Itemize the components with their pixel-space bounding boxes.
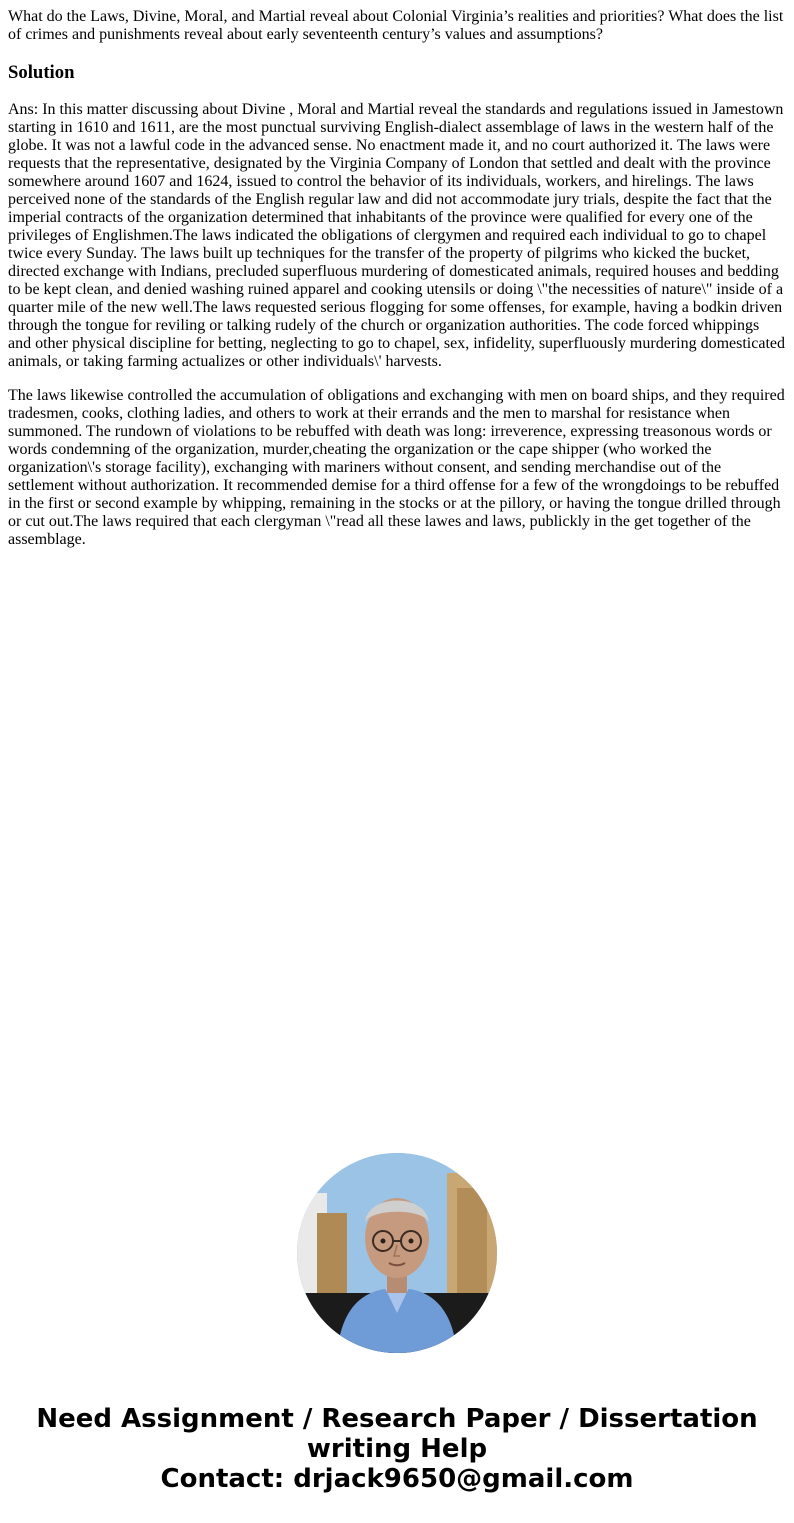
question-text: What do the Laws, Divine, Moral, and Martial reveal about Colonial Virginia’s realities and priorities? What does the list of crimes and punishments reveal about early seventeenth century’s values and assumptions? — [8, 8, 784, 43]
answer-paragraph: The laws likewise controlled the accumulation of obligations and exchanging with men on board ships, and they required tradesmen, cooks, clothing ladies, and others to work at their errands and the men to marshal for resistance when summoned. The rundown of violations to be rebuffed with death was long: irreverence, expressing treasonous words or words condemning of the organization, murder,cheating the organization or the cape shipper (who worked the organization\'s storage facility), exchanging with mariners without consent, and sending merchandise out of the settlement without authorization. It recommended demise for a third offense for a few of the wrongdoings to be rebuffed in the first or second example by whipping, remaining in the stocks or at the pillory, or having the tongue drilled through or cut out.The laws required that each clergyman \"read all these lawes and laws, publickly in the get together of the assemblage. — [8, 387, 785, 548]
document-body — [8, 8, 786, 565]
promo-line: Need Assignment / Research Paper / Dissertation — [36, 1404, 758, 1434]
solution-heading: Solution — [8, 62, 75, 83]
answer-paragraph: Ans: In this matter discussing about Divine , Moral and Martial reveal the standards and regulations issued in Jamestown starting in 1610 and 1611, are the most punctual surviving English-dialect assemblage of laws in the western half of the globe. It was not a lawful code in the advanced sense. No enactment made it, and no court authorized it. The laws were requests that the representative, designated by the Virginia Company of London that settled and dealt with the province somewhere around 1607 and 1624, issued to control the behavior of its individuals, workers, and hirelings. The laws perceived none of the standards of the English regular law and did not accommodate jury trials, despite the fact that the imperial contracts of the organization determined that inhabitants of the province were qualified for every one of the privileges of Englishmen.The laws indicated the obligations of clergymen and required each individual to go to chapel twice every Sunday. The laws built up techniques for the transfer of the property of pilgrims who kicked the bucket, directed exchange with Indians, precluded superfluous murdering of domesticated animals, required houses and bedding to be kept clean, and denied washing ruined apparel and cooking utensils or doing \"the necessities of nature\" inside of a quarter mile of the new well.The laws requested serious flogging for some offenses, for example, having a bodkin driven through the tongue for reviling or talking rudely of the church or organization authorities. The code forced whippings and other physical discipline for betting, neglecting to go to chapel, sex, infidelity, superfluously murdering domesticated animals, or taking farming actualizes or other individuals\' harvests. — [8, 101, 785, 370]
promo-line: writing Help — [306, 1434, 488, 1464]
promo-banner — [0, 1404, 794, 1494]
author-portrait-icon — [297, 1153, 497, 1353]
author-avatar — [297, 1153, 497, 1353]
promo-contact: Contact: drjack9650@gmail.com — [160, 1464, 634, 1494]
